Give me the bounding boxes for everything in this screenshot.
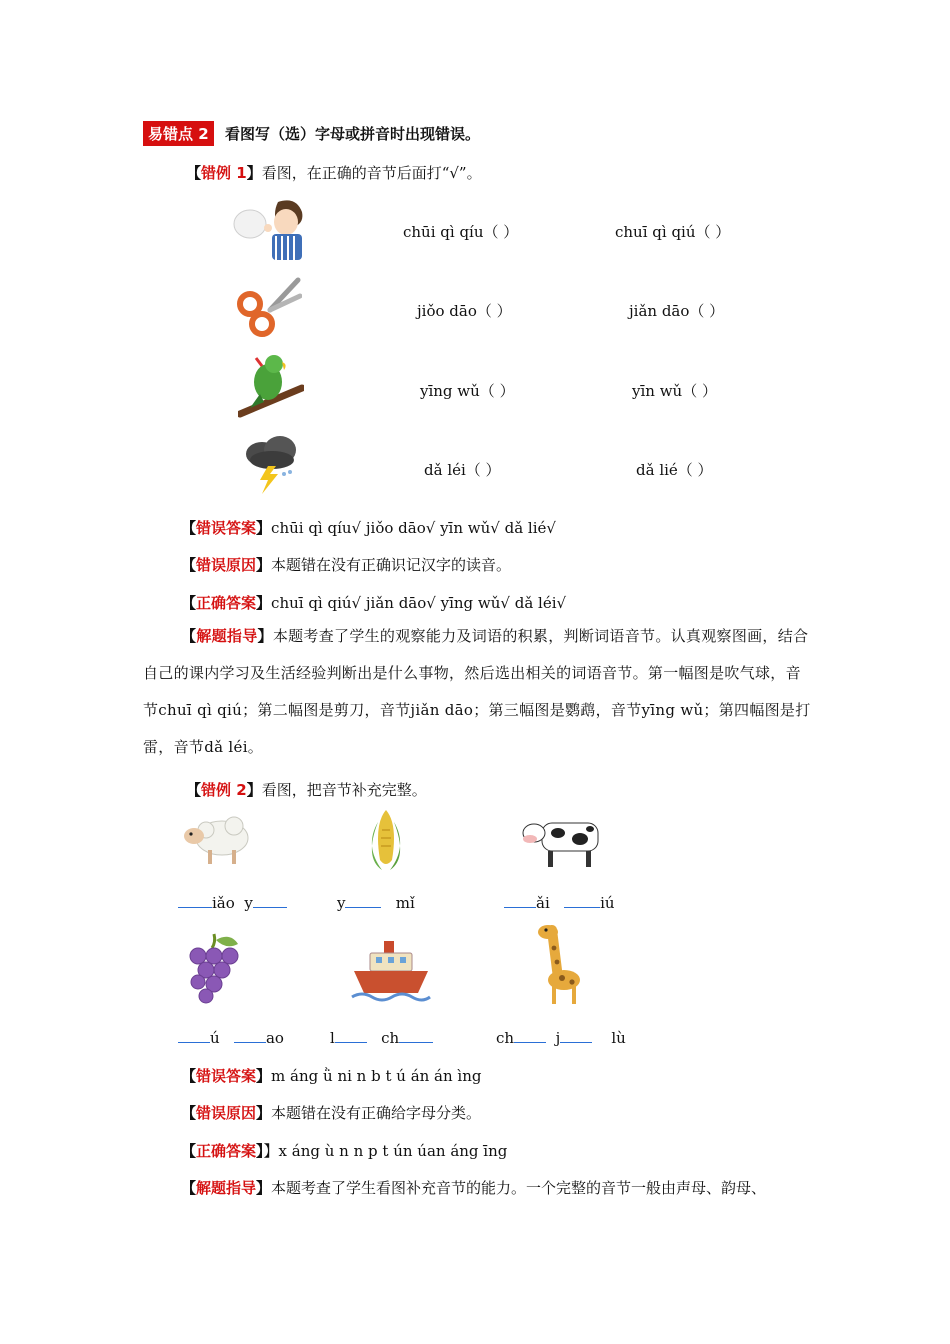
row3-option-a[interactable]: yīng wǔ（ ） — [420, 382, 515, 400]
example1-correct-line: 【正确答案】chuī qì qiú√ jiǎn dāo√ yīng wǔ√ dǎ léi√ — [181, 594, 567, 612]
ship-icon — [350, 935, 432, 1005]
syllable-fragment: ao — [265, 1029, 284, 1047]
scissors-icon — [234, 276, 302, 338]
syllable-fragment: l — [330, 1029, 335, 1047]
fill-blank[interactable] — [234, 1028, 266, 1043]
example1-guide-label: 解题指导 — [196, 627, 258, 645]
blank-item-cow[interactable] — [504, 893, 615, 912]
syllable-fragment: j — [555, 1029, 561, 1047]
example2-wrong-line: 【错误答案】m áng ǜ ni n b t ú án án ìng — [181, 1067, 482, 1085]
example1-wrong-label: 错误答案 — [196, 519, 257, 537]
section-heading: 看图写（选）字母或拼音时出现错误。 — [225, 125, 481, 143]
example2-guide-line: 【解题指导】本题考查了学生看图补充音节的能力。一个完整的音节一般由声母、韵母、 — [181, 1179, 767, 1197]
example2-prompt: 看图，把音节补充完整。 — [261, 781, 427, 799]
boy-blowing-balloon-icon — [228, 196, 310, 262]
example1-label-line: 【错例 1】看图，在正确的音节后面打“√”。 — [186, 164, 482, 182]
example2-correct-text: 】x áng ù n n p t ún úan áng īng — [263, 1142, 508, 1160]
row3-option-b[interactable]: yīn wǔ（ ） — [632, 382, 717, 400]
example1-label: 错例 1 — [201, 164, 247, 182]
syllable-fragment: ch — [381, 1029, 400, 1047]
row4-option-a[interactable]: dǎ léi（ ） — [424, 461, 501, 479]
row2-option-b[interactable]: jiǎn dāo（ ） — [629, 302, 725, 320]
syllable-fragment: y — [337, 894, 346, 912]
example2-guide-label: 解题指导 — [196, 1179, 257, 1197]
blank-item-sheep[interactable] — [178, 893, 287, 912]
grapes-icon — [176, 930, 250, 1008]
example1-correct-text: chuī qì qiú√ jiǎn dāo√ yīng wǔ√ dǎ léi√ — [271, 594, 567, 612]
example1-guide-text: 本题考查了学生的观察能力及词语的积累，判断词语音节。认真观察图画，结合自己的课内学习及生活经验判断出是什么事物，然后选出相关的词语音节。第一幅图是吹气球，音节chuī qì qiú；第二幅图是剪刀，音节jiǎn dāo；第三幅图是鹦鹉，音节yīng wǔ；第四幅图是打雷，音节dǎ léi。 — [143, 627, 811, 756]
blank-item-corn[interactable] — [337, 893, 415, 912]
giraffe-icon — [524, 922, 594, 1008]
fill-blank[interactable] — [560, 1028, 592, 1043]
fill-blank[interactable] — [178, 893, 212, 908]
blank-item-grapes[interactable] — [178, 1028, 284, 1047]
example1-reason-text: 本题错在没有正确识记汉字的读音。 — [271, 556, 512, 574]
fill-blank[interactable] — [399, 1028, 433, 1043]
example2-wrong-label: 错误答案 — [196, 1067, 257, 1085]
thundercloud-icon — [238, 432, 304, 496]
example2-reason-text: 本题错在没有正确给字母分类。 — [271, 1104, 482, 1122]
example2-reason-label: 错误原因 — [196, 1104, 257, 1122]
row4-option-b[interactable]: dǎ lié（ ） — [636, 461, 713, 479]
example1-correct-label: 正确答案 — [196, 594, 257, 612]
fill-blank[interactable] — [504, 893, 536, 908]
blank-item-ship[interactable] — [330, 1028, 433, 1047]
fill-blank[interactable] — [514, 1028, 546, 1043]
example1-prompt: 看图，在正确的音节后面打“√”。 — [261, 164, 482, 182]
example1-wrong-text: chūi qì qíu√ jiǒo dāo√ yīn wǔ√ dǎ lié√ — [271, 519, 556, 537]
cow-icon — [518, 811, 610, 871]
example1-wrong-line: 【错误答案】chūi qì qíu√ jiǒo dāo√ yīn wǔ√ dǎ lié√ — [181, 519, 556, 537]
example2-wrong-text: m áng ǜ ni n b t ú án án ìng — [271, 1067, 482, 1085]
parrot-icon — [238, 352, 304, 420]
example2-reason-line: 【错误原因】本题错在没有正确给字母分类。 — [181, 1104, 482, 1122]
example1-reason-label: 错误原因 — [196, 556, 257, 574]
fill-blank[interactable] — [253, 893, 287, 908]
example2-label: 错例 2 — [201, 781, 247, 799]
fill-blank[interactable] — [345, 893, 381, 908]
example2-correct-line: 【正确答案】】x áng ù n n p t ún úan áng īng — [181, 1142, 508, 1160]
example2-label-line: 【错例 2】看图，把音节补充完整。 — [186, 781, 427, 799]
syllable-fragment: iǎo — [212, 894, 235, 912]
syllable-fragment: ú — [210, 1029, 220, 1047]
example2-correct-label: 正确答案 — [196, 1142, 257, 1160]
syllable-fragment: iú — [600, 894, 615, 912]
blank-item-giraffe[interactable] — [496, 1028, 626, 1047]
section-tag: 易错点 2 — [143, 121, 214, 146]
row1-option-a[interactable]: chūi qì qíu（ ） — [403, 223, 519, 241]
example2-guide-text: 本题考查了学生看图补充音节的能力。一个完整的音节一般由声母、韵母、 — [271, 1179, 767, 1197]
fill-blank[interactable] — [335, 1028, 367, 1043]
row2-option-a[interactable]: jiǒo dāo（ ） — [417, 302, 512, 320]
sheep-icon — [178, 812, 254, 868]
corn-icon — [356, 806, 416, 872]
syllable-fragment: mǐ — [395, 894, 415, 912]
example1-reason-line: 【错误原因】本题错在没有正确识记汉字的读音。 — [181, 556, 512, 574]
fill-blank[interactable] — [564, 893, 600, 908]
syllable-fragment: lù — [611, 1029, 626, 1047]
fill-blank[interactable] — [178, 1028, 210, 1043]
example1-guide-paragraph: 【解题指导】本题考查了学生的观察能力及词语的积累，判断词语音节。认真观察图画，结合自己的课内学习及生活经验判断出是什么事物，然后选出相关的词语音节。第一幅图是吹气球，音节chuī qì qiú；第二幅图是剪刀，音节jiǎn dāo；第三幅图是鹦鹉，音节yīng wǔ；第四幅图是打雷，音节dǎ léi。 — [143, 627, 811, 756]
row1-option-b[interactable]: chuī qì qiú（ ） — [615, 223, 731, 241]
syllable-fragment: ch — [496, 1029, 515, 1047]
syllable-fragment: ǎi — [536, 894, 550, 912]
syllable-fragment: y — [244, 894, 253, 912]
